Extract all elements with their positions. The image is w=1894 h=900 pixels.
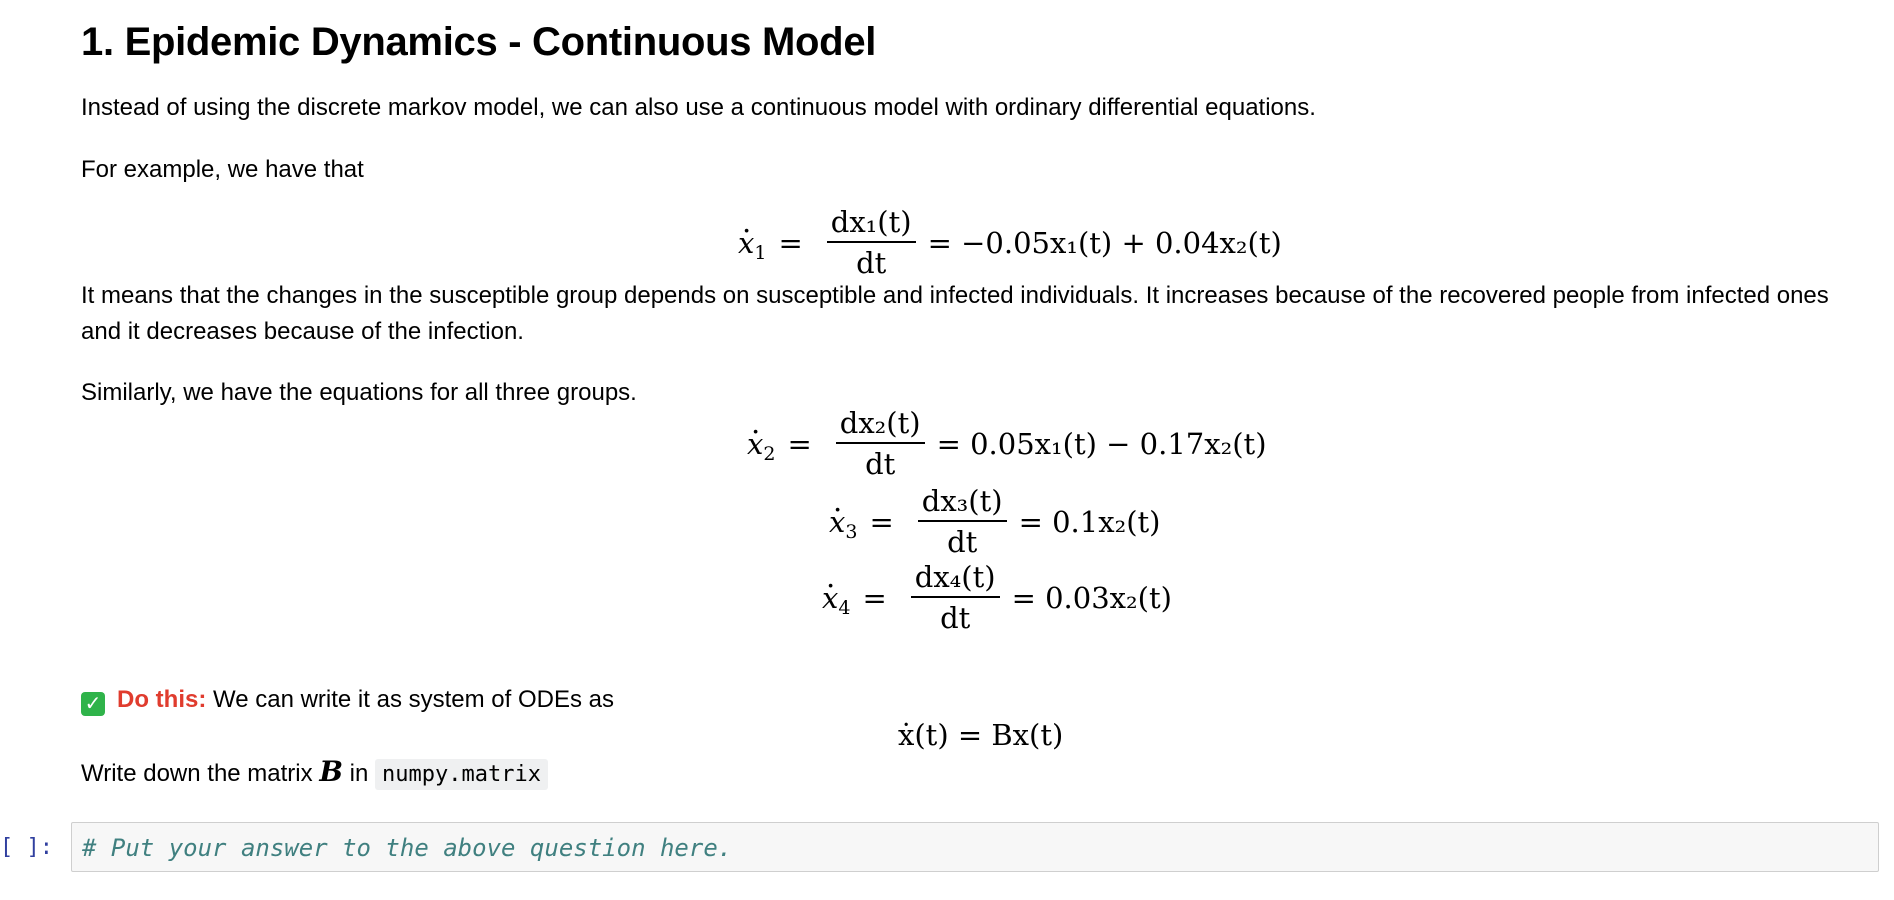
system-equation [898,718,1063,752]
write-down-paragraph [81,754,548,793]
eq1-rhs: = −0.05x₁(t) + 0.04x₂(t) [927,226,1282,260]
white-check-mark-icon: ✓ [81,692,105,716]
eq3-lhs: . $x_3$ [829,505,857,539]
eq2-rhs: = 0.05x₁(t) − 0.17x₂(t) [936,427,1267,461]
equation-2: . $x_2$ = $\frac{\text{dx₂(t)}}{dt}$ = 0.05x₁(t) − 0.17x₂(t) [747,406,1267,482]
eq4-denominator: dt [940,601,971,635]
equation-4: . $x_4$ = $\frac{\text{dx₄(t)}}{dt}$ = 0.03x₂(t) [822,560,1172,636]
eq2-numerator: dx₂(t) [836,406,925,444]
eq2-denominator: dt [865,447,896,481]
eq3-denominator: dt [947,525,978,559]
example-lead: For example, we have that [81,156,364,183]
code-cell-editor[interactable] [71,822,1879,872]
meaning-paragraph: It means that the changes in the susceptible group depends on susceptible and infected individuals. It increases because of the recovered people from infected ones and it decreases because of the infection. [81,282,1829,345]
equation-1: . $x_1$ = $\frac{\text{dx₁(t)}}{dt}$ = −0.05x₁(t) + 0.04x₂(t) [738,205,1282,281]
do-this-label: Do this: [117,686,207,713]
matrix-symbol: B [319,755,343,788]
page-title: 1. Epidemic Dynamics - Continuous Model [81,20,877,64]
intro-paragraph: Instead of using the discrete markov model, we can also use a continuous model with ordinary differential equations. [81,94,1316,121]
equation-3: . $x_3$ = $\frac{\text{dx₃(t)}}{dt}$ = 0.1x₂(t) [829,484,1161,560]
eq4-lhs: . $x_4$ [822,581,850,615]
similarly-paragraph: Similarly, we have the equations for all three groups. [81,379,637,406]
write-down-prefix: Write down the matrix [81,760,320,787]
system-equation-text: ẋ(t) = Bx(t) [898,718,1064,752]
code-comment: # Put your answer to the above question here. [82,834,733,862]
eq1-denominator: dt [856,246,887,280]
numpy-matrix-code: numpy.matrix [375,759,548,790]
do-this-text: We can write it as system of ODEs as [206,686,614,713]
write-down-mid: in [342,760,375,787]
eq3-rhs: = 0.1x₂(t) [1018,505,1161,539]
eq2-lhs: . $x_2$ [747,427,775,461]
eq4-rhs: = 0.03x₂(t) [1011,581,1172,615]
eq4-numerator: dx₄(t) [911,560,1000,598]
eq1-lhs: . $x_1$ [738,226,766,260]
eq1-numerator: dx₁(t) [827,205,916,243]
eq1-fraction [827,205,916,281]
do-this-paragraph [81,682,614,718]
eq3-numerator: dx₃(t) [918,484,1007,522]
cell-prompt: [ ]: [0,835,53,860]
